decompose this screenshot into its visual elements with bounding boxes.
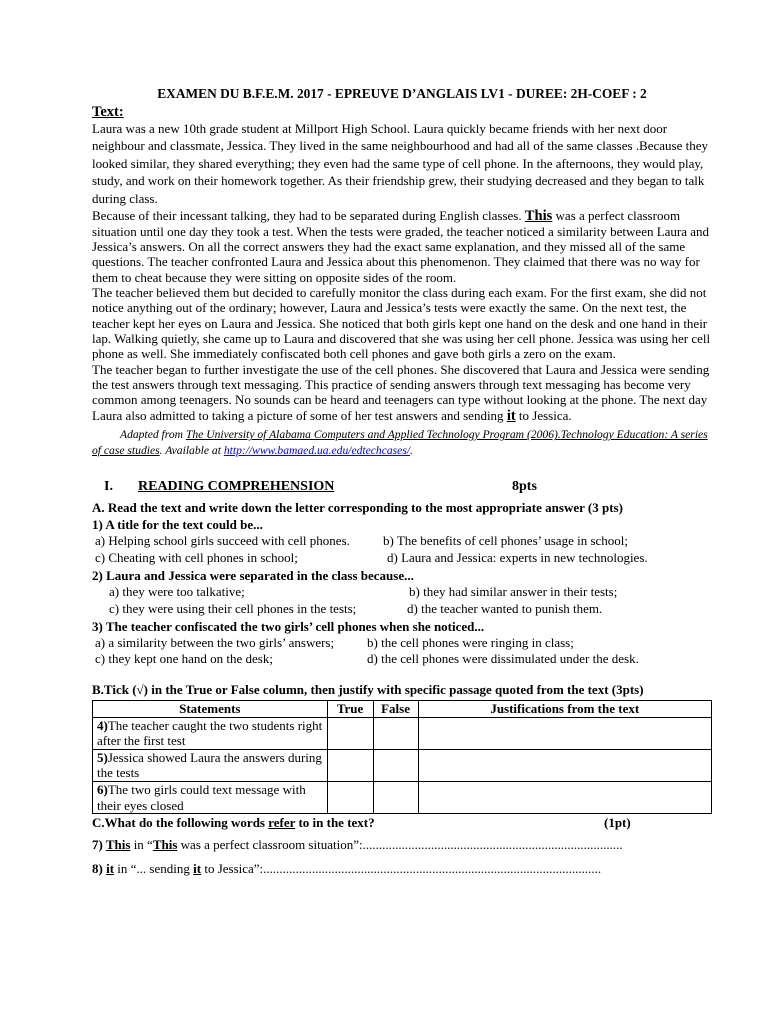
passage-paragraph-1: Laura was a new 10th grade student at Millport High School. Laura quickly became friends with her next door neighbour and classmate, Jessica. They lived in the same neighbourhood and had all of the same classes .Because they looked similar, they shared everything; they even had the same type of cell phone. In the afternoons, they would play, study, and work on their homework together. As their friendship grew, their studying decreased and they began to talk during class. (92, 120, 708, 206)
q1-option-b: b) The benefits of cell phones’ usage in school; (383, 533, 629, 549)
q8-number: 8) (92, 861, 107, 877)
part-c-instruction (92, 815, 712, 833)
justification-cell[interactable] (418, 717, 712, 749)
q1-option-a: a) Helping school girls succeed with cell phones. (95, 533, 350, 549)
section-heading (92, 479, 712, 497)
source-program: The University of Alabama Computers and Applied Technology Program (2006). (185, 428, 561, 442)
q8-word: it (106, 861, 115, 877)
question-7 (92, 836, 712, 854)
passage-p2-start: Because of their incessant talking, they had to be separated during English classes. (92, 207, 525, 223)
false-cell[interactable] (373, 717, 418, 749)
true-false-table (92, 700, 712, 814)
source-end: . (410, 444, 413, 458)
header-false: False (373, 701, 418, 718)
exam-title: EXAMEN DU B.F.E.M. 2017 - EPREUVE D’ANGLAIS LV1 - DUREE: 2H-COEF : 2 (157, 86, 647, 101)
true-cell[interactable] (327, 781, 373, 813)
statement-cell (93, 717, 328, 749)
reference-word-it: it (506, 408, 516, 425)
question-1-options-row-2 (92, 550, 712, 567)
q3-option-c: c) they kept one hand on the desk; (95, 651, 273, 667)
part-c-instruction-start: C.What do the following words (92, 815, 269, 831)
section-name: READING COMPREHENSION (138, 479, 335, 495)
q3-option-b: b) the cell phones were ringing in class; (367, 635, 574, 651)
statement-text: The teacher caught the two students right after the first test (97, 717, 323, 749)
false-cell[interactable] (373, 749, 418, 781)
q2-option-b: b) they had similar answer in their tests; (409, 584, 618, 600)
header-statements: Statements (93, 701, 328, 718)
passage-p4-tail-start: of some of her test answers and sending (295, 408, 507, 424)
statement-text: The two girls could text message with their eyes closed (97, 781, 306, 813)
table-row (93, 781, 712, 813)
source-citation (92, 427, 712, 459)
source-book-title: Technology Education: A series of case studies (92, 428, 708, 458)
part-c-instruction-end: to in the text? (295, 815, 375, 831)
passage-paragraph-2 (92, 208, 712, 285)
q7-number: 7) (92, 837, 106, 853)
question-2-stem: 2) Laura and Jessica were separated in the class because... (92, 568, 414, 584)
table-row (93, 749, 712, 781)
header-true: True (327, 701, 373, 718)
passage-p2-rest: was a perfect classroom situation until one day they took a test. When the tests were graded, the teacher noticed a similarity between Laura and Jessica’s answers. On all the correct answers they had the exact same explanation, and they missed all of the same questions. The teacher confronted Laura and Jessica about this phenomenon. They claimed that there was no way for them to cheat because they were sitting on opposite sides of the room. (92, 207, 710, 285)
q1-option-c: c) Cheating with cell phones in school; (95, 550, 298, 566)
q7-answer-line[interactable]: ................................................................................ (362, 837, 623, 853)
q3-option-a: a) a similarity between the two girls’ answers; (95, 635, 335, 651)
question-3-options-row-2 (92, 651, 712, 667)
question-8 (92, 860, 712, 878)
source-prefix: Adapted from (120, 428, 186, 442)
question-1-options-row-1 (92, 533, 712, 550)
passage-p4-tail-end: to Jessica. (515, 408, 572, 424)
q1-option-d: d) Laura and Jessica: experts in new technologies. (387, 550, 648, 566)
justification-cell[interactable] (418, 781, 712, 813)
statement-number: 4) (97, 717, 108, 733)
question-1-stem: 1) A title for the text could be... (92, 517, 263, 533)
false-cell[interactable] (373, 781, 418, 813)
text-heading: Text: (92, 103, 124, 120)
q8-quote-word: it (193, 861, 202, 877)
true-cell[interactable] (327, 717, 373, 749)
statement-number: 6) (97, 781, 108, 797)
q8-quote-rest: to Jessica”: (201, 861, 264, 877)
q8-mid: in “... sending (114, 861, 194, 877)
q2-option-d: d) the teacher wanted to punish them. (407, 601, 603, 617)
q2-option-c: c) they were using their cell phones in the tests; (109, 601, 357, 617)
passage-paragraph-4 (92, 362, 712, 426)
question-2-options-row-2 (92, 601, 712, 618)
exam-page (92, 86, 712, 878)
table-row (93, 717, 712, 749)
part-b-instruction: B.Tick (√) in the True or False column, then justify with specific passage quoted from the text (3pts) (92, 682, 644, 698)
q7-quote-word: This (152, 837, 178, 853)
question-3-options-row-1 (92, 635, 712, 651)
statement-number: 5) (97, 749, 108, 765)
statement-cell (93, 749, 328, 781)
passage-p4-body: The teacher began to further investigate the use of the cell phones. She discovered that Laura and Jessica were sending the test answers through text messaging. This practice of sending answers through text messaging has become very common among teenagers. No sounds can be heard and teenagers can type without looking at the phone. The next day Laura also admitted to taking a picture (92, 361, 710, 424)
question-3-stem: 3) The teacher confiscated the two girls’ cell phones when she noticed... (92, 619, 485, 635)
q3-option-d: d) the cell phones were dissimulated under the desk. (367, 651, 639, 667)
statement-text: Jessica showed Laura the answers during the tests (97, 749, 322, 781)
justification-cell[interactable] (418, 749, 712, 781)
passage-paragraph-3: The teacher believed them but decided to carefully monitor the class during each exam. For the first exam, she did not notice anything out of the ordinary; however, Laura and Jessica’s tests were exactly the same. On the next test, the teacher kept her eyes on Laura and Jessica. She noticed that both girls kept one hand on the desk and one hand in their lap. Walking quietly, she came up to Laura and discovered that she was using her cell phone. Jessica was using her cell phone as well. She immediately confiscated both cell phones and gave both girls a zero on the exam. (92, 285, 711, 362)
section-number: I. (104, 479, 113, 495)
part-c-refer-word: refer (268, 815, 296, 831)
q7-word: This (105, 837, 131, 853)
q7-quote-rest: was a perfect classroom situation”: (177, 837, 363, 853)
table-header-row (93, 701, 712, 718)
q8-answer-line[interactable]: ........................................................................................................ (263, 861, 602, 877)
question-2-options-row-1 (92, 584, 712, 601)
source-url-link[interactable]: http://www.bamaed.ua.edu/edtechcases/ (223, 444, 411, 458)
q7-mid: in “ (130, 837, 153, 853)
part-c-points: (1pt) (604, 815, 631, 831)
source-available: . Available at (159, 444, 224, 458)
q2-option-a: a) they were too talkative; (109, 584, 245, 600)
statement-cell (93, 781, 328, 813)
true-cell[interactable] (327, 749, 373, 781)
section-points: 8pts (512, 479, 537, 495)
part-a-instruction: A. Read the text and write down the letter corresponding to the most appropriate answer (3 pts) (92, 500, 623, 516)
header-justifications: Justifications from the text (418, 701, 712, 718)
reference-word-this: This (524, 207, 553, 224)
